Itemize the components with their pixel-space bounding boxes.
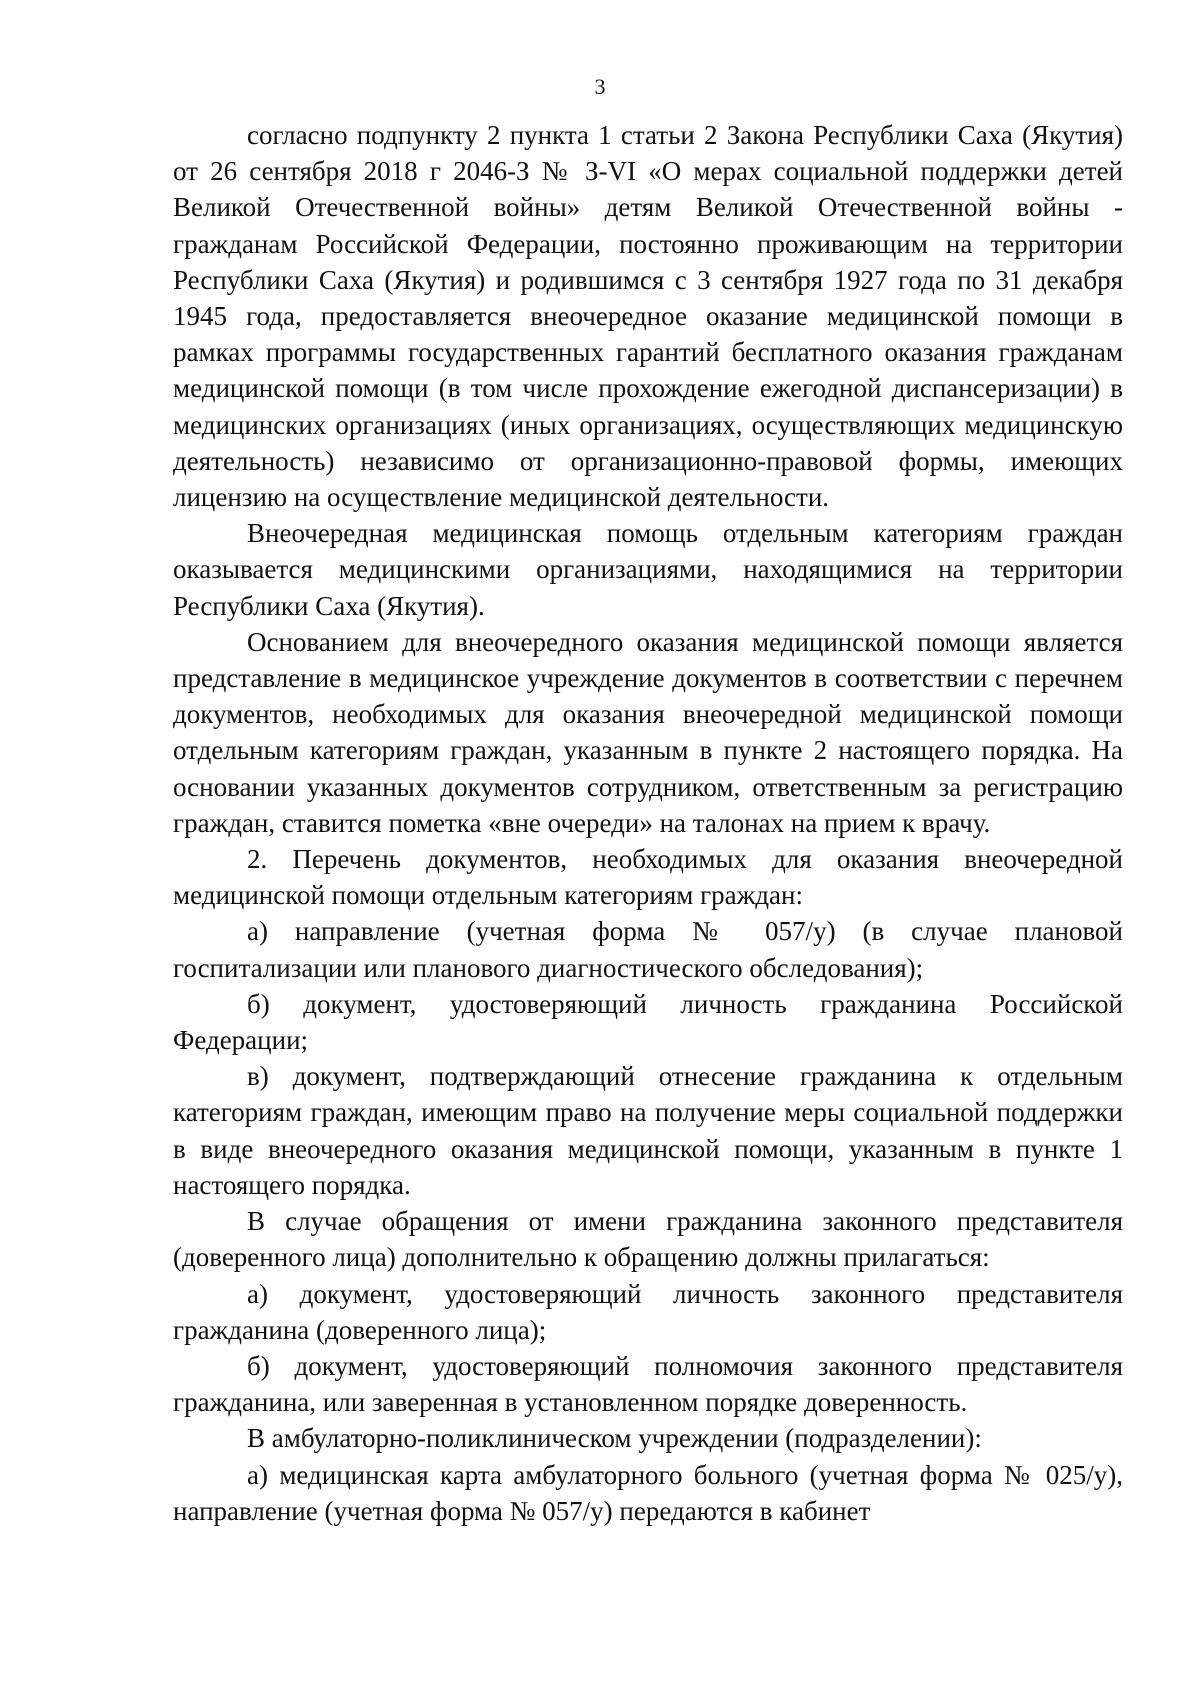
paragraph-10: б) документ, удостоверяющий полномочия законного представителя гражданина, или заверенная в установленном порядке доверенность.: [173, 1350, 1123, 1418]
paragraph-5: а) направление (учетная форма № 057/у) (в случае плановой госпитализации или планового диагностического обследования);: [173, 916, 1123, 983]
paragraph-9: а) документ, удостоверяющий личность законного представителя гражданина (доверенного лица);: [173, 1278, 1123, 1345]
paragraph-4: 2. Перечень документов, необходимых для оказания внеочередной медицинской помощи отдельным категориям граждан:: [173, 844, 1123, 911]
page-number: 3: [594, 74, 606, 99]
document-body: [173, 117, 1123, 1529]
paragraph-11: В амбулаторно-поликлиническом учреждении (подразделении):: [247, 1423, 982, 1454]
paragraph-1: согласно подпункту 2 пункта 1 статьи 2 Закона Республики Саха (Якутия) от 26 сентября 2018 г 2046-З № З-VI «О мерах социальной поддержки детей Великой Отечественной войны» детям Великой Отечественной войны - гражданам Российской Федерации, постоянно проживающим на территории Республики Саха (Якутия) и родившимся с 3 сентября 1927 года по 31 декабря 1945 года, предоставляется внеочередное оказание медицинской помощи в рамках программы государственных гарантий бесплатного оказания гражданам медицинской помощи (в том числе прохождение ежегодной диспансеризации) в медицинских организациях (иных организациях, осуществляющих медицинскую деятельность) независимо от организационно-правовой формы, имеющих лицензию на осуществление медицинской деятельности.: [173, 120, 1123, 513]
paragraph-6: б) документ, удостоверяющий личность гражданина Российской Федерации;: [173, 988, 1123, 1056]
paragraph-3: Основанием для внеочередного оказания медицинской помощи является представление в медицинское учреждение документов в соответствии с перечнем документов, необходимых для оказания внеочередной медицинской помощи отдельным категориям граждан, указанным в пункте 2 настоящего порядка. На основании указанных документов сотрудником, ответственным за регистрацию граждан, ставится пометка «вне очереди» на талонах на прием к врачу.: [173, 626, 1123, 838]
paragraph-7: в) документ, подтверждающий отнесение гражданина к отдельным категориям граждан, имеющим право на получение меры социальной поддержки в виде внеочередного оказания медицинской помощи, указанным в пункте 1 настоящего порядка.: [173, 1061, 1123, 1200]
paragraph-12: а) медицинская карта амбулаторного больного (учетная форма № 025/у), направление (учетная форма № 057/у) передаются в кабинет: [173, 1459, 1123, 1526]
paragraph-2: Внеочередная медицинская помощь отдельным категориям граждан оказывается медицинскими организациями, находящимися на территории Республики Саха (Якутия).: [173, 518, 1123, 621]
paragraph-8: В случае обращения от имени гражданина законного представителя (доверенного лица) дополнительно к обращению должны прилагаться:: [173, 1206, 1123, 1273]
